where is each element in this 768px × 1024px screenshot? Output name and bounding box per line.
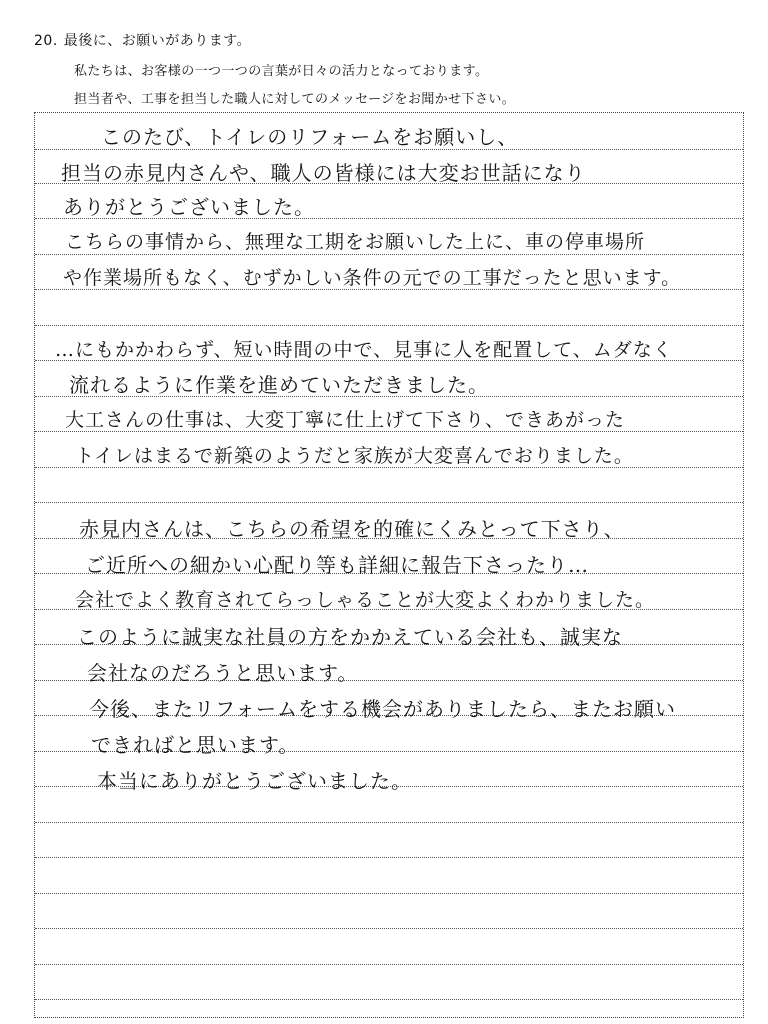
handwritten-line: 赤見内さんは、こちらの希望を的確にくみとって下さり、 <box>79 517 625 541</box>
ruled-line <box>35 857 743 858</box>
handwritten-line: 本当にありがとうございました。 <box>97 769 412 793</box>
handwritten-line: こちらの事情から、無理な工期をお願いした上に、車の停車場所 <box>65 231 646 253</box>
handwritten-line: ご近所への細かい心配り等も詳細に報告下さったり… <box>85 553 589 577</box>
handwritten-line: トイレはまるで新築のようだと家族が大変喜んでおりました。 <box>75 445 634 467</box>
handwritten-line: や作業場所もなく、むずかしい条件の元での工事だったと思います。 <box>63 267 682 289</box>
intro-line-1: 私たちは、お客様の一つ一つの言葉が日々の活力となっております。 <box>74 64 489 79</box>
message-sheet <box>34 112 744 1018</box>
question-heading <box>34 30 251 50</box>
ruled-line <box>35 325 743 326</box>
handwritten-line: 今後、またリフォームをする機会がありましたら、またお願い <box>89 697 676 721</box>
handwritten-line: このように誠実な社員の方をかかえている会社も、誠実な <box>77 625 623 649</box>
ruled-line <box>35 928 743 929</box>
handwritten-line: 担当の赤見内さんや、職人の皆様には大変お世話になり <box>61 161 586 185</box>
handwritten-line: このたび、トイレのリフォームをお願いし、 <box>101 125 519 149</box>
intro-line-2: 担当者や、工事を担当した職人に対してのメッセージをお聞かせ下さい。 <box>74 92 516 107</box>
handwritten-line: 流れるように作業を進めていただきました。 <box>69 373 489 397</box>
question-text: 最後に、お願いがあります。 <box>63 33 252 49</box>
handwritten-line: 会社なのだろうと思います。 <box>87 661 359 685</box>
ruled-line <box>35 254 743 255</box>
handwritten-line: 大工さんの仕事は、大変丁寧に仕上げて下さり、できあがった <box>65 409 626 431</box>
handwritten-line: 会社でよく教育されてらっしゃることが大変よくわかりました。 <box>75 589 656 611</box>
handwritten-line: …にもかかわらず、短い時間の中で、見事に人を配置して、ムダなく <box>55 339 673 361</box>
handwritten-line: ありがとうございました。 <box>63 195 315 219</box>
ruled-line <box>35 964 743 965</box>
ruled-line <box>35 893 743 894</box>
ruled-line <box>35 502 743 503</box>
form-header <box>0 0 768 112</box>
ruled-line <box>35 999 743 1000</box>
ruled-line <box>35 822 743 823</box>
handwritten-line: できればと思います。 <box>91 733 300 757</box>
question-number: 20. <box>34 33 58 49</box>
